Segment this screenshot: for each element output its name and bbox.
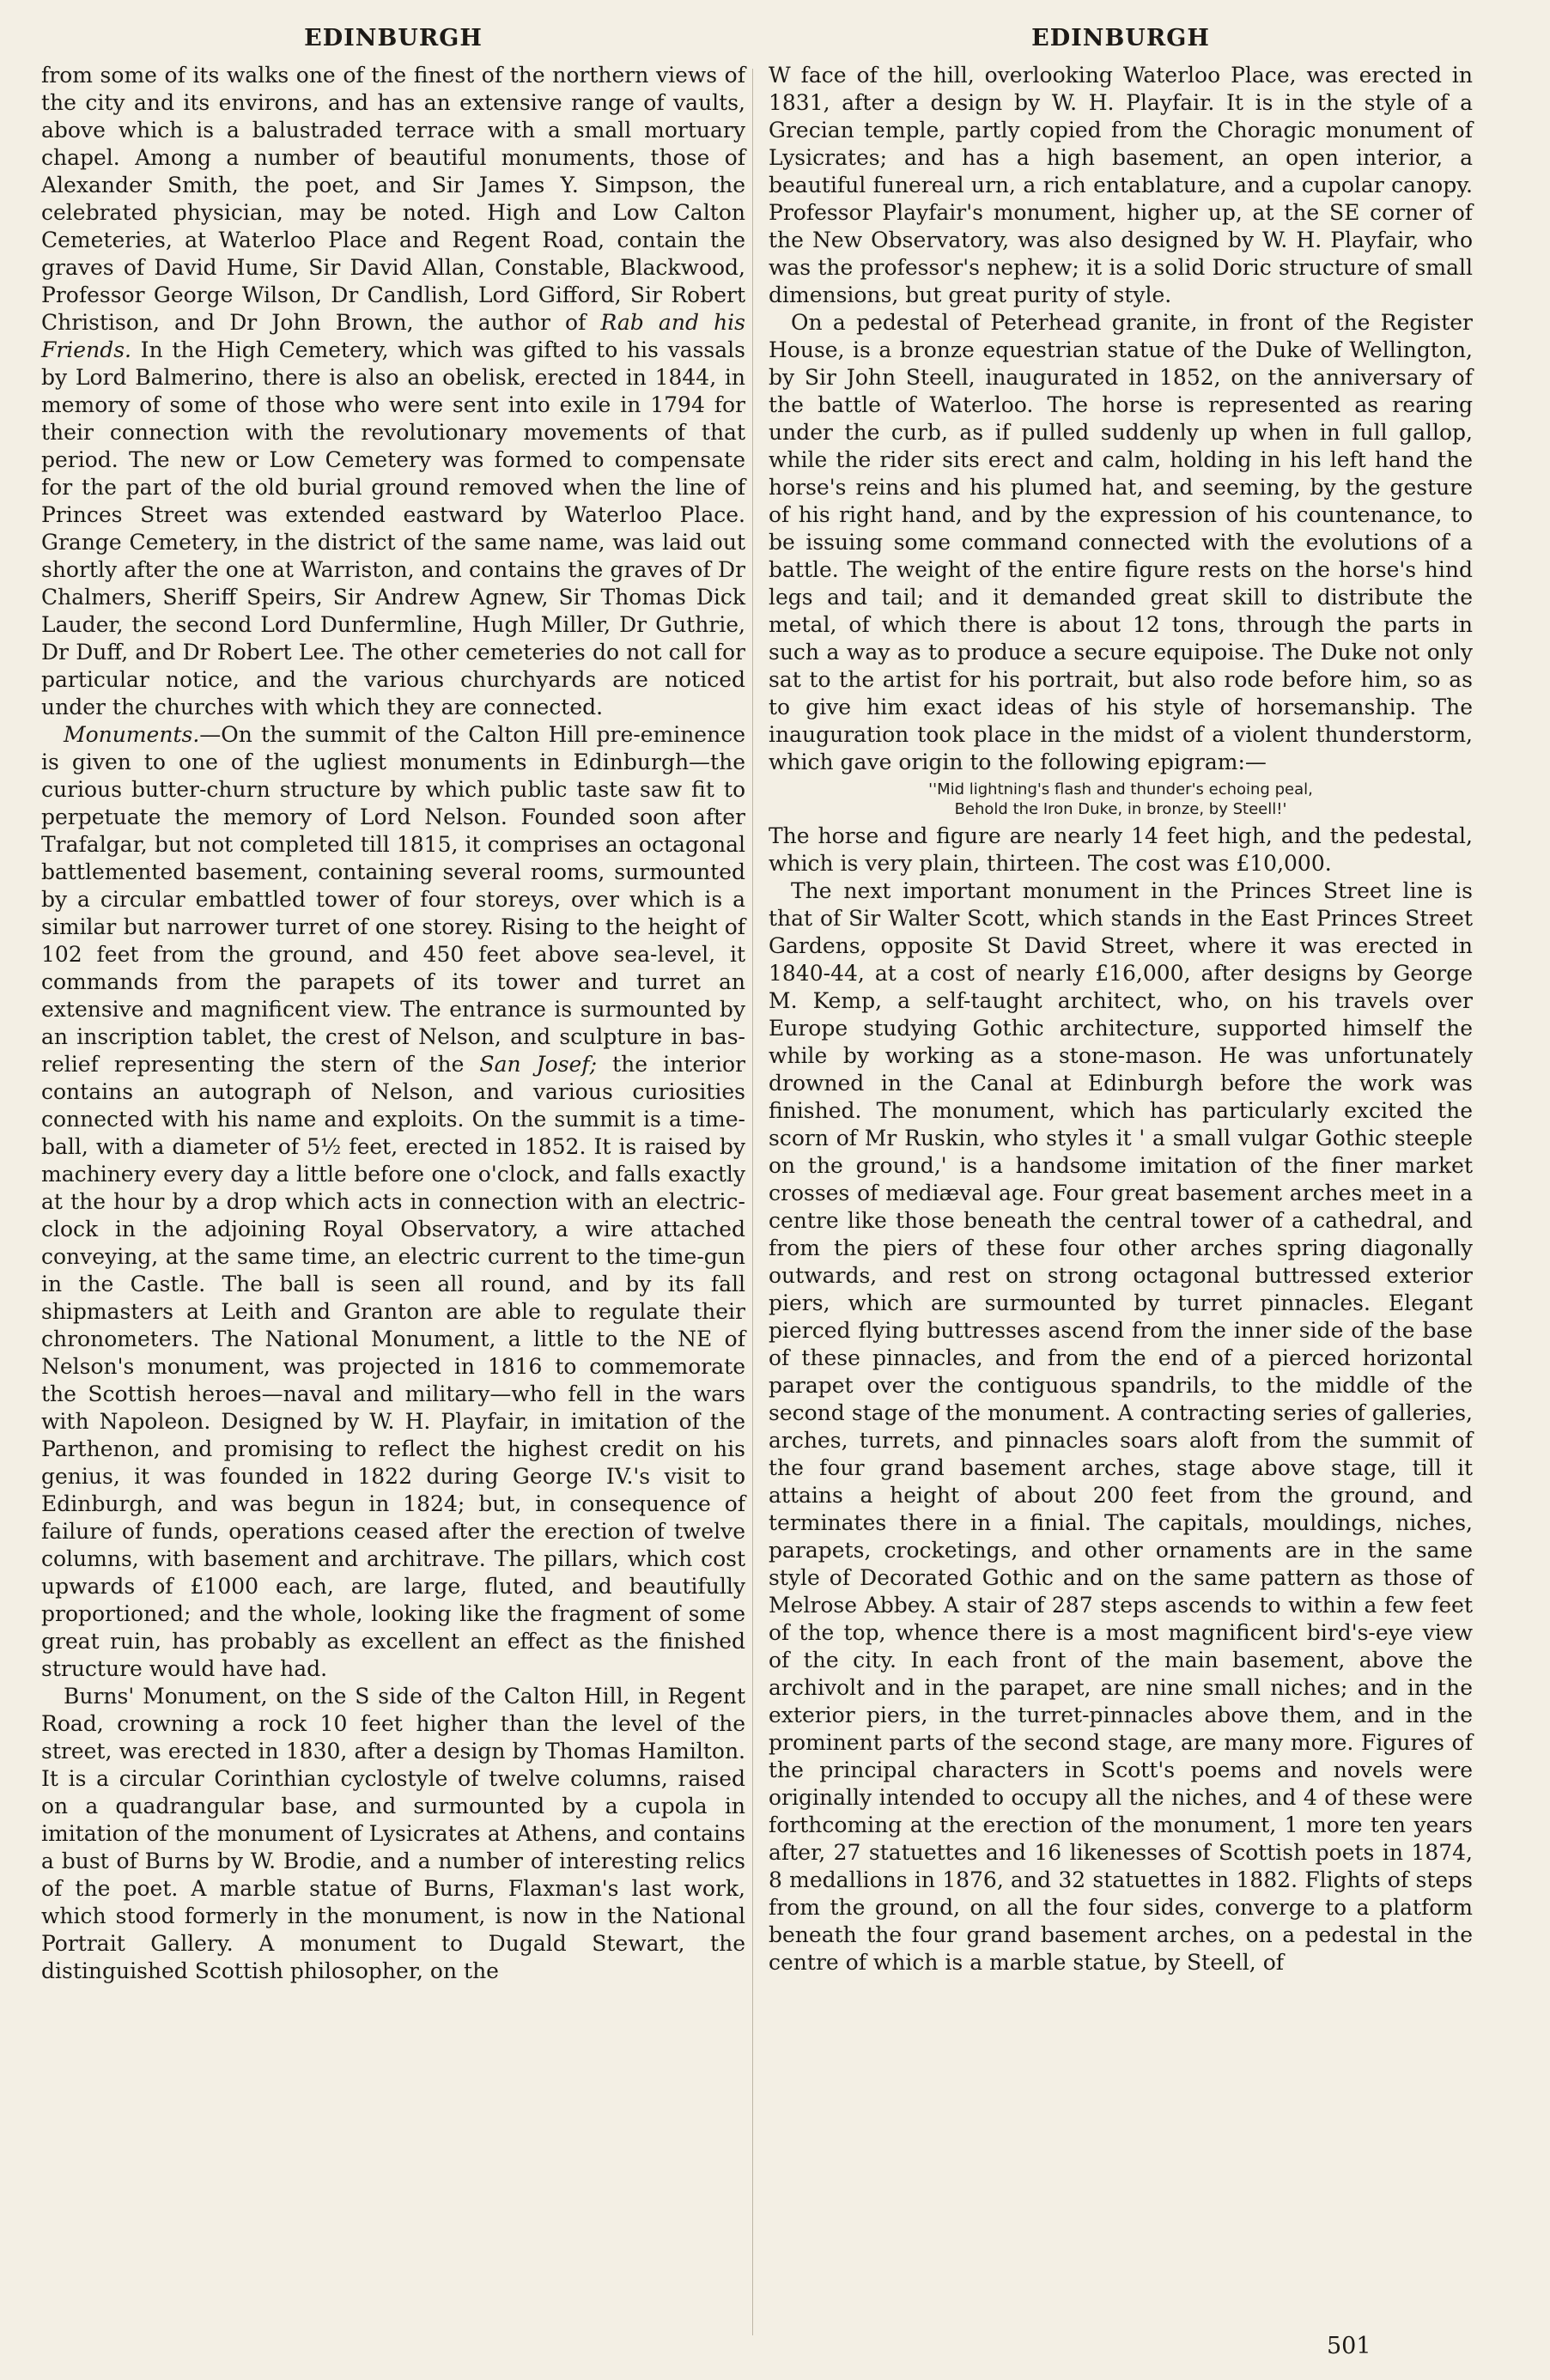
section-heading-monuments: Monuments. xyxy=(64,722,200,747)
paragraph-monuments xyxy=(41,721,745,1683)
right-column xyxy=(769,24,1473,1976)
epigram-line-1: ''Mid lightning's flash and thunder's echoing peal, xyxy=(928,780,1313,798)
paragraph-horse-cost: The horse and figure are nearly 14 feet high, and the pedestal, which is very plain, thirteen. The cost was £10,000. xyxy=(769,823,1473,876)
paragraph-cemeteries xyxy=(41,62,745,721)
left-column xyxy=(41,24,745,1985)
paragraph-burns-monument: Burns' Monument, on the S side of the Calton Hill, in Regent Road, crowning a rock 10 feet higher than the level of the street, was erected in 1830, after a design by Thomas Hamilton. It is a circular Corinthian cyclostyle of twelve columns, raised on a quadrangular base, and surmounted by a cupola in imitation of the monument of Lysicrates at Athens, and contains a bust of Burns by W. Brodie, and a number of interesting relics of the poet. A marble statue of Burns, Flaxman's last work, which stood formerly in the monument, is now in the National Portrait Gallery. A monument to Dugald Stewart, the distinguished Scottish philosopher, on the xyxy=(41,1684,745,1983)
paragraph-scott-monument: The next important monument in the Princes Street line is that of Sir Walter Scott, which stands in the East Princes Street Gardens, opposite St David Street, where it was erected in 1840-44, at a cost of nearly £16,000, after designs by George M. Kemp, a self-taught architect, who, on his travels over Europe studying Gothic architecture, supported himself the while by working as a stone-mason. He was unfortunately drowned in the Canal at Edinburgh before the work was finished. The monument, which has particularly excited the scorn of Mr Ruskin, who styles it ' a small vulgar Gothic steeple on the ground,' is a handsome imitation of the finer market crosses of mediæval age. Four great basement arches meet in a centre like those beneath the central tower of a cathedral, and from the piers of these four other arches spring diagonally outwards, and rest on strong octagonal buttressed exterior piers, which are surmounted by turret pinnacles. Elegant pierced flying buttresses ascend from the inner side of the base of these pinnacles, and from the end of a pierced horizontal parapet over the contiguous spandrils, to the middle of the second stage of the monument. A contracting series of galleries, arches, turrets, and pinnacles soars aloft from the summit of the four grand basement arches, stage above stage, till it attains a height of about 200 feet from the ground, and terminates there in a finial. The capitals, mouldings, niches, parapets, crocketings, and other ornaments are in the same style of Decorated Gothic and on the same pattern as those of Melrose Abbey. A stair of 287 steps ascends to within a few feet of the top, whence there is a most magnificent bird's-eye view of the city. In each front of the main basement, above the archivolt and in the parapet, are nine small niches; and in the exterior piers, in the turret-pinnacles above them, and in the prominent parts of the second stage, are many more. Figures of the principal characters in Scott's poems and novels were originally intended to occupy all the niches, and 4 of these were forthcoming at the erection of the monument, 1 more ten years after, 27 statuettes and 16 likenesses of Scottish poets in 1874, 8 medallions in 1876, and 32 statuettes in 1882. Flights of steps from the ground, on all the four sides, converge to a platform beneath the four grand basement arches, on a pedestal in the centre of which is a marble statue, by Steell, of xyxy=(769,878,1473,1975)
text-run: In the High Cemetery, which was gifted to his vassals by Lord Balmerino, there is also an obelisk, erected in 1844, in memory of some of those who were sent into exile in 1794 for their connection with the revolutionary movements of that period. The new or Low Cemetery was formed to compensate for the part of the old burial ground removed when the line of Princes Street was extended eastward by Waterloo Place. Grange Cemetery, in the district of the same name, was laid out shortly after the one at Warriston, and contains the graves of Dr Chalmers, Sheriff Speirs, Sir Andrew Agnew, Sir Thomas Dick Lauder, the second Lord Dunfermline, Hugh Miller, Dr Guthrie, Dr Duff, and Dr Robert Lee. The other cemeteries do not call for particular notice, and the various churchyards are noticed under the churches with which they are connected. xyxy=(41,337,745,719)
paragraph-stewart-playfair: W face of the hill, overlooking Waterloo Place, was erected in 1831, after a design by W. H. Playfair. It is in the style of a Grecian temple, partly copied from the Choragic monument of Lysicrates; and has a high basement, an open interior, a beautiful funereal urn, a rich entablature, and a cupolar canopy. Professor Playfair's monument, higher up, at the SE corner of the New Observatory, was also designed by W. H. Playfair, who was the professor's nephew; it is a solid Doric structure of small dimensions, but great purity of style. xyxy=(769,63,1473,307)
italic-title-rab: Rab and his Friends. xyxy=(41,310,745,362)
italic-ship-name: San Josef; xyxy=(479,1052,598,1077)
column-divider xyxy=(752,69,753,2335)
running-head-left: EDINBURGH xyxy=(304,25,483,52)
running-head-right: EDINBURGH xyxy=(1031,25,1210,52)
page-number: 501 xyxy=(1327,2333,1371,2359)
text-run: —On the summit of the Calton Hill pre-eminence is given to one of the ugliest monuments in Edinburgh—the curious butter-churn structure by which public taste saw fit to perpetuate the memory of Lord Nelson. Founded soon after Trafalgar, but not completed till 1815, it comprises an octagonal battlemented basement, containing several rooms, surmounted by a circular embattled tower of four storeys, over which is a similar but narrower turret of one storey. Rising to the height of 102 feet from the ground, and 450 feet above sea-level, it commands from the parapets of its tower and turret an extensive and magnificent view. The entrance is surmounted by an inscription tablet, the crest of Nelson, and sculpture in bas-relief representing the stern of the xyxy=(41,722,745,1077)
paragraph-wellington-statue: On a pedestal of Peterhead granite, in front of the Register House, is a bronze equestrian statue of the Duke of Wellington, by Sir John Steell, inaugurated in 1852, on the anniversary of the battle of Waterloo. The horse is represented as rearing under the curb, as if pulled suddenly up when in full gallop, while the rider sits erect and calm, holding in his left hand the horse's reins and his plumed hat, and seeming, by the gesture of his right hand, and by the expression of his countenance, to be issuing some command connected with the evolutions of a battle. The weight of the entire figure rests on the horse's hind legs and tail; and it demanded great skill to distribute the metal, of which there is about 12 tons, through the parts in such a way as to produce a secure equipoise. The Duke not only sat to the artist for his portrait, but also rode before him, so as to give him exact ideas of his style of horsemanship. The inauguration took place in the midst of a violent thunderstorm, which gave origin to the following epigram:— xyxy=(769,310,1473,774)
epigram-quote xyxy=(769,780,1473,819)
text-run: the interior contains an autograph of Nelson, and various curiosities connected with his name and exploits. On the summit is a time-ball, with a diameter of 5½ feet, erected in 1852. It is raised by machinery every day a little before one o'clock, and falls exactly at the hour by a drop which acts in connection with an electric-clock in the adjoining Royal Observatory, a wire attached conveying, at the same time, an electric current to the time-gun in the Castle. The ball is seen all round, and by its fall shipmasters at Leith and Granton are able to regulate their chronometers. The National Monument, a little to the NE of Nelson's monument, was projected in 1816 to commemorate the Scottish heroes—naval and military—who fell in the wars with Napoleon. Designed by W. H. Playfair, in imitation of the Parthenon, and promising to reflect the highest credit on his genius, it was founded in 1822 during George IV.'s visit to Edinburgh, and was begun in 1824; but, in consequence of failure of funds, operations ceased after the erection of twelve columns, with basement and architrave. The pillars, which cost upwards of £1000 each, are large, fluted, and beautifully proportioned; and the whole, looking like the fragment of some great ruin, has probably as excellent an effect as the finished structure would have had. xyxy=(41,1052,745,1681)
epigram-line-2: Behold the Iron Duke, in bronze, by Steell!' xyxy=(954,800,1287,818)
text-run: from some of its walks one of the finest of the northern views of the city and its environs, and has an extensive range of vaults, above which is a balustraded terrace with a small mortuary chapel. Among a number of beautiful monuments, those of Alexander Smith, the poet, and Sir James Y. Simpson, the celebrated physician, may be noted. High and Low Calton Cemeteries, at Waterloo Place and Regent Road, contain the graves of David Hume, Sir David Allan, Constable, Blackwood, Professor George Wilson, Dr Candlish, Lord Gifford, Sir Robert Christison, and Dr John Brown, the author of xyxy=(41,63,745,335)
